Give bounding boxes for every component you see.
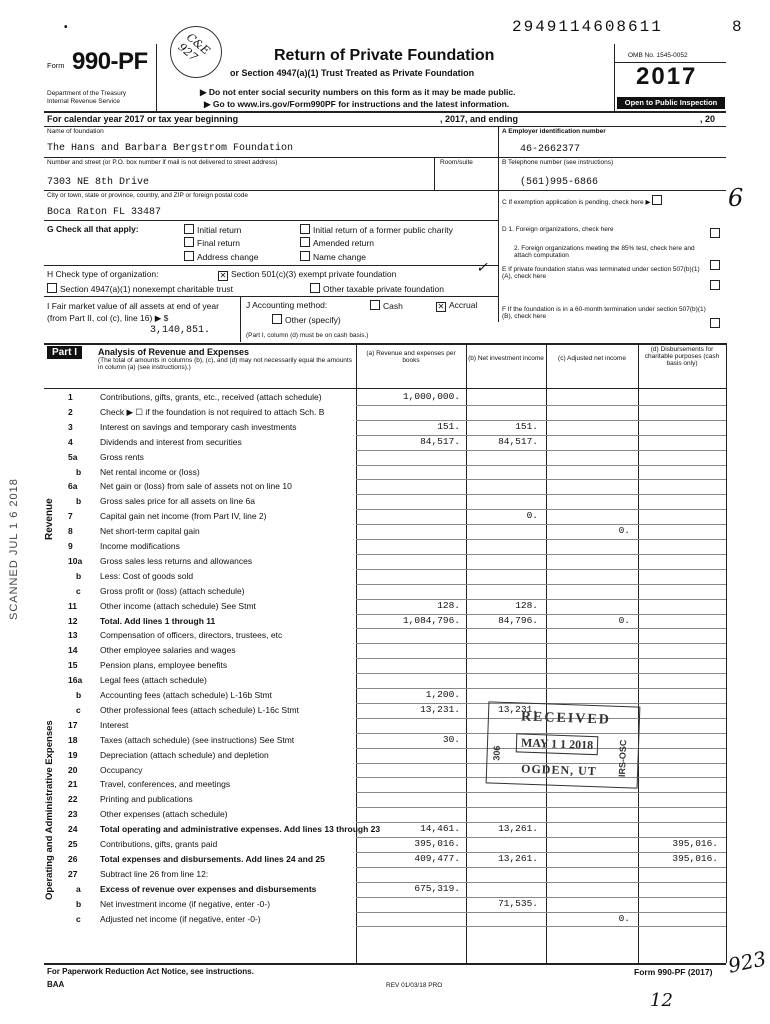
j-cash[interactable]: Cash: [370, 300, 403, 311]
row-number: 10a: [68, 555, 83, 566]
amount-col-a[interactable]: 395,016.: [414, 838, 460, 849]
ein-value[interactable]: 46-2662377: [520, 144, 581, 155]
row-number: 3: [68, 421, 73, 432]
row-description: Pension plans, employee benefits: [100, 660, 228, 671]
row-divider: [356, 450, 726, 451]
g-final-return[interactable]: Final return: [184, 237, 240, 248]
row-number: 11: [68, 600, 77, 611]
row-divider: [356, 405, 726, 406]
row-divider: [356, 897, 726, 898]
row-description: Other employee salaries and wages: [100, 645, 236, 656]
row-description: Net gain or (loss) from sale of assets not on line 10: [100, 481, 292, 492]
row-number: 20: [68, 764, 78, 775]
row-description: Legal fees (attach schedule): [100, 675, 207, 686]
row-number: 15: [68, 660, 78, 671]
row-divider: [356, 524, 726, 525]
row-description: Printing and publications: [100, 794, 193, 805]
handwritten-page-number: 12: [650, 990, 673, 1011]
row-divider: [356, 494, 726, 495]
dln-number: 2949114608611: [512, 18, 663, 36]
row-description: Total operating and administrative expenses. Add lines 13 through 23: [100, 824, 381, 835]
row-description: Other income (attach schedule) See Stmt: [100, 600, 256, 611]
amount-col-a[interactable]: 84,517.: [420, 435, 460, 447]
row-description: Taxes (attach schedule) (see instructions) See Stmt: [100, 734, 295, 745]
row-description: Capital gain net income (from Part IV, line 2): [100, 511, 267, 522]
col-b-header: (b) Net investment income: [468, 355, 544, 362]
scan-dot: •: [64, 22, 68, 33]
j-label: J Accounting method:: [246, 300, 328, 310]
row-divider: [356, 465, 726, 466]
row-divider: [356, 628, 726, 629]
g-address-change[interactable]: Address change: [184, 251, 258, 262]
row-number: 19: [68, 749, 78, 760]
row-divider: [356, 912, 726, 913]
row-number: 22: [68, 794, 78, 805]
e-label: E If private foundation status was terminated under section 507(b)(1)(A), check here: [502, 266, 700, 280]
f-checkbox[interactable]: [710, 314, 723, 332]
amount-col-b[interactable]: 13,261.: [498, 852, 538, 864]
fmv-value[interactable]: 3,140,851.: [150, 325, 211, 336]
row-number: 7: [68, 511, 73, 522]
row-description: Adjusted net income (if negative, enter -0-): [100, 913, 261, 924]
g-initial-return-former[interactable]: Initial return of a former public charity: [300, 224, 453, 235]
amount-col-b[interactable]: 84,517.: [498, 435, 538, 447]
amount-col-a[interactable]: 675,319.: [414, 882, 460, 894]
row-number: 27: [68, 868, 78, 879]
phone-value[interactable]: (561)995-6866: [520, 177, 599, 188]
row-description: Net short-term capital gain: [100, 526, 200, 537]
row-description: Interest on savings and temporary cash investments: [100, 421, 297, 432]
row-description: Gross sales price for all assets on line 6a: [100, 496, 255, 507]
row-number: 5a: [68, 451, 78, 462]
row-number: a: [76, 883, 81, 894]
col-d-header: (d) Disbursements for charitable purposes (cash basis only): [644, 346, 720, 367]
j-other[interactable]: Other (specify): [272, 314, 341, 325]
row-number: b: [76, 570, 82, 581]
amount-col-a[interactable]: 128.: [437, 599, 460, 611]
row-description: Excess of revenue over expenses and disbursements: [100, 883, 317, 894]
amount-col-c[interactable]: 0.: [618, 525, 630, 537]
row-divider: [356, 554, 726, 555]
row-number: 25: [68, 839, 78, 849]
amount-col-a[interactable]: 1,000,000.: [402, 391, 460, 402]
amount-col-a[interactable]: 13,231.: [420, 703, 460, 715]
d1-label: D 1. Foreign organizations, check here: [502, 226, 614, 233]
g-amended-return[interactable]: Amended return: [300, 237, 374, 248]
row-description: Contributions, gifts, grants, etc., received (attach schedule): [100, 392, 322, 402]
amount-col-b[interactable]: 151.: [515, 420, 538, 432]
row-divider: [356, 867, 726, 868]
amount-col-c[interactable]: 0.: [618, 912, 630, 924]
rev-label: REV 01/03/18 PRO: [386, 982, 443, 989]
row-divider: [356, 584, 726, 585]
row-divider: [356, 926, 726, 927]
row-number: b: [76, 898, 82, 909]
row-divider: [356, 807, 726, 808]
row-number: 16a: [68, 675, 83, 686]
received-date: MAY 1 1 2018: [516, 733, 599, 755]
row-number: 26: [68, 853, 78, 864]
row-number: 18: [68, 734, 78, 745]
handwritten-check-mark: ✓: [476, 260, 488, 276]
row-description: Dividends and interest from securities: [100, 436, 242, 447]
year-20-label: , 20: [700, 114, 716, 124]
row-description: Other professional fees (attach schedule) L-16c Stmt: [100, 704, 299, 715]
j-note: (Part I, column (d) must be on cash basis.): [246, 332, 369, 339]
e-checkbox[interactable]: [710, 276, 723, 294]
row-number: b: [76, 466, 82, 477]
row-divider: [356, 643, 726, 644]
row-number: c: [76, 913, 81, 924]
row-number: 2: [68, 406, 73, 417]
and-ending-label: , 2017, and ending: [440, 114, 519, 124]
amount-col-a[interactable]: 14,461.: [420, 823, 460, 835]
row-description: Depreciation (attach schedule) and depletion: [100, 749, 269, 760]
row-description: Travel, conferences, and meetings: [100, 779, 231, 790]
row-description: Gross profit or (loss) (attach schedule): [100, 585, 245, 596]
received-location: OGDEN, UT: [520, 761, 598, 779]
row-number: c: [76, 704, 81, 715]
g-name-change[interactable]: Name change: [300, 251, 366, 262]
baa-label: BAA: [47, 980, 65, 989]
amount-col-a[interactable]: 30.: [442, 733, 460, 745]
row-description: Income modifications: [100, 541, 180, 551]
amount-col-c[interactable]: 0.: [618, 614, 630, 626]
row-divider: [356, 509, 726, 510]
row-description: Compensation of officers, directors, trustees, etc: [100, 630, 283, 641]
dept-treasury: Department of the Treasury: [47, 90, 127, 97]
address-label: Number and street (or P.O. box number if mail is not delivered to street address): [47, 159, 278, 166]
row-description: Less: Cost of goods sold: [100, 570, 194, 581]
exemption-pending-label: C If exemption application is pending, check here ▶: [502, 195, 665, 206]
h-4947[interactable]: Section 4947(a)(1) nonexempt charitable trust: [47, 283, 233, 294]
h-label: H Check type of organization:: [47, 269, 159, 279]
row-description: Other expenses (attach schedule): [100, 809, 228, 820]
row-number: 23: [68, 809, 78, 820]
instruction-url: ▶ Go to www.irs.gov/Form990PF for instructions and the latest information.: [204, 99, 510, 109]
row-number: 24: [68, 824, 78, 835]
row-description: Accounting fees (attach schedule) L-16b Stmt: [100, 690, 272, 700]
f-label: F If the foundation is in a 60-month termination under section 507(b)(1)(B), check here: [502, 306, 706, 320]
row-number: 1: [68, 392, 73, 402]
tax-year: 2017: [636, 63, 698, 90]
exemption-pending-checkbox[interactable]: [652, 195, 662, 205]
row-number: 21: [68, 779, 78, 790]
row-description: Interest: [100, 719, 129, 730]
instruction-ssn: ▶ Do not enter social security numbers on this form as it may be made public.: [200, 87, 516, 97]
side-label-revenue: Revenue: [44, 498, 55, 540]
row-number: b: [76, 496, 82, 507]
dln-suffix: 8: [732, 18, 742, 36]
row-divider: [356, 792, 726, 793]
form-ref-footer: Form 990-PF (2017): [634, 967, 713, 977]
row-divider: [356, 479, 726, 480]
d1-checkbox[interactable]: [710, 224, 723, 242]
row-divider: [356, 539, 726, 540]
amount-col-d[interactable]: 395,016.: [672, 838, 718, 849]
amount-col-d[interactable]: 395,016.: [672, 852, 718, 864]
row-number: 6a: [68, 481, 78, 492]
row-divider: [356, 569, 726, 570]
row-divider: [356, 673, 726, 674]
row-description: Occupancy: [100, 764, 143, 775]
form-title: Return of Private Foundation: [274, 47, 495, 64]
form-name: 990-PF: [72, 48, 148, 75]
stamp-side-right: IRS-OSC: [616, 739, 629, 778]
row-number: 14: [68, 645, 78, 656]
amount-col-b[interactable]: 0.: [526, 510, 538, 522]
amount-col-b[interactable]: 84,796.: [498, 614, 538, 626]
row-description: Net investment income (if negative, enter -0-): [100, 898, 271, 909]
form-subtitle: or Section 4947(a)(1) Trust Treated as Private Foundation: [230, 68, 475, 78]
row-number: c: [76, 585, 81, 596]
amount-col-a[interactable]: 151.: [437, 420, 460, 432]
amount-col-a[interactable]: 409,477.: [414, 852, 460, 864]
handwritten-923: 923: [725, 946, 769, 978]
street-address[interactable]: 7303 NE 8th Drive: [47, 177, 150, 188]
city-state-zip[interactable]: Boca Raton FL 33487: [47, 207, 162, 218]
received-text: RECEIVED: [520, 709, 612, 728]
stamp-side-left: 306: [491, 745, 502, 761]
row-description: Total expenses and disbursements. Add lines 24 and 25: [100, 853, 325, 864]
name-label: Name of foundation: [47, 128, 104, 135]
phone-label: B Telephone number (see instructions): [502, 159, 614, 166]
scanned-stamp: SCANNED JUL 1 6 2018: [8, 478, 20, 620]
part-title: Analysis of Revenue and Expenses: [98, 347, 250, 357]
irs-label: Internal Revenue Service: [47, 98, 120, 105]
city-label: City or town, state or province, country, and ZIP or foreign postal code: [47, 192, 248, 199]
row-number: 9: [68, 541, 73, 551]
d2-checkbox[interactable]: [710, 256, 723, 274]
handwritten-side-mark: 6: [728, 184, 744, 212]
amount-col-b[interactable]: 128.: [515, 599, 538, 611]
room-label: Room/suite: [440, 159, 473, 166]
row-number: 12: [68, 615, 78, 626]
row-description: Net rental income or (loss): [100, 466, 200, 477]
row-number: 13: [68, 630, 78, 641]
j-accrual[interactable]: ✕ Accrual: [437, 300, 478, 311]
foundation-name[interactable]: The Hans and Barbara Bergstrom Foundation: [47, 143, 294, 154]
col-a-header: (a) Revenue and expenses per books: [366, 350, 456, 364]
ein-label: A Employer identification number: [502, 128, 606, 135]
row-description: Check ▶ ☐ if the foundation is not required to attach Sch. B: [100, 406, 325, 417]
paperwork-notice: For Paperwork Reduction Act Notice, see instructions.: [47, 967, 254, 976]
part-badge: Part I: [47, 346, 82, 359]
row-description: Total. Add lines 1 through 11: [100, 615, 216, 626]
g-label: G Check all that apply:: [47, 224, 139, 234]
row-description: Gross sales less returns and allowances: [100, 555, 253, 566]
amount-col-a[interactable]: 1,200.: [425, 689, 460, 700]
amount-col-a[interactable]: 1,084,796.: [402, 614, 460, 626]
side-label-expenses: Operating and Administrative Expenses: [44, 720, 55, 900]
calendar-year-label: For calendar year 2017 or tax year beginning: [47, 114, 239, 124]
d2-label: 2. Foreign organizations meeting the 85% test, check here and attach computation: [514, 245, 695, 259]
h-other-taxable[interactable]: Other taxable private foundation: [310, 283, 444, 294]
ce-circle-stamp: C&E 927: [170, 26, 222, 78]
row-description: Subtract line 26 from line 12:: [100, 868, 209, 879]
amount-col-b[interactable]: 71,535.: [498, 897, 538, 909]
part-title-note: (The total of amounts in columns (b), (c), and (d) may not necessarily equal the amounts in column (a) (see instructions).): [98, 357, 352, 371]
received-stamp: [486, 701, 641, 788]
row-description: Contributions, gifts, grants paid: [100, 839, 218, 849]
row-number: 4: [68, 436, 73, 447]
amount-col-b[interactable]: 13,261.: [498, 823, 538, 835]
amount-col-b[interactable]: 13,231.: [498, 703, 538, 715]
row-description: Gross rents: [100, 451, 144, 462]
row-number: b: [76, 690, 82, 700]
open-inspection-banner: Open to Public Inspection: [617, 97, 725, 109]
row-number: 8: [68, 526, 73, 537]
i-label: I Fair market value of all assets at end of year (from Part II, col (c), line 16) ▶ $: [47, 301, 219, 323]
col-c-header: (c) Adjusted net income: [558, 355, 626, 362]
omb-number: OMB No. 1545-0052: [628, 52, 688, 59]
row-divider: [356, 658, 726, 659]
row-number: 17: [68, 719, 78, 730]
h-501c3[interactable]: ✕ Section 501(c)(3) exempt private foundation: [219, 269, 397, 280]
g-initial-return[interactable]: Initial return: [184, 224, 241, 235]
form-word: Form: [47, 61, 65, 70]
